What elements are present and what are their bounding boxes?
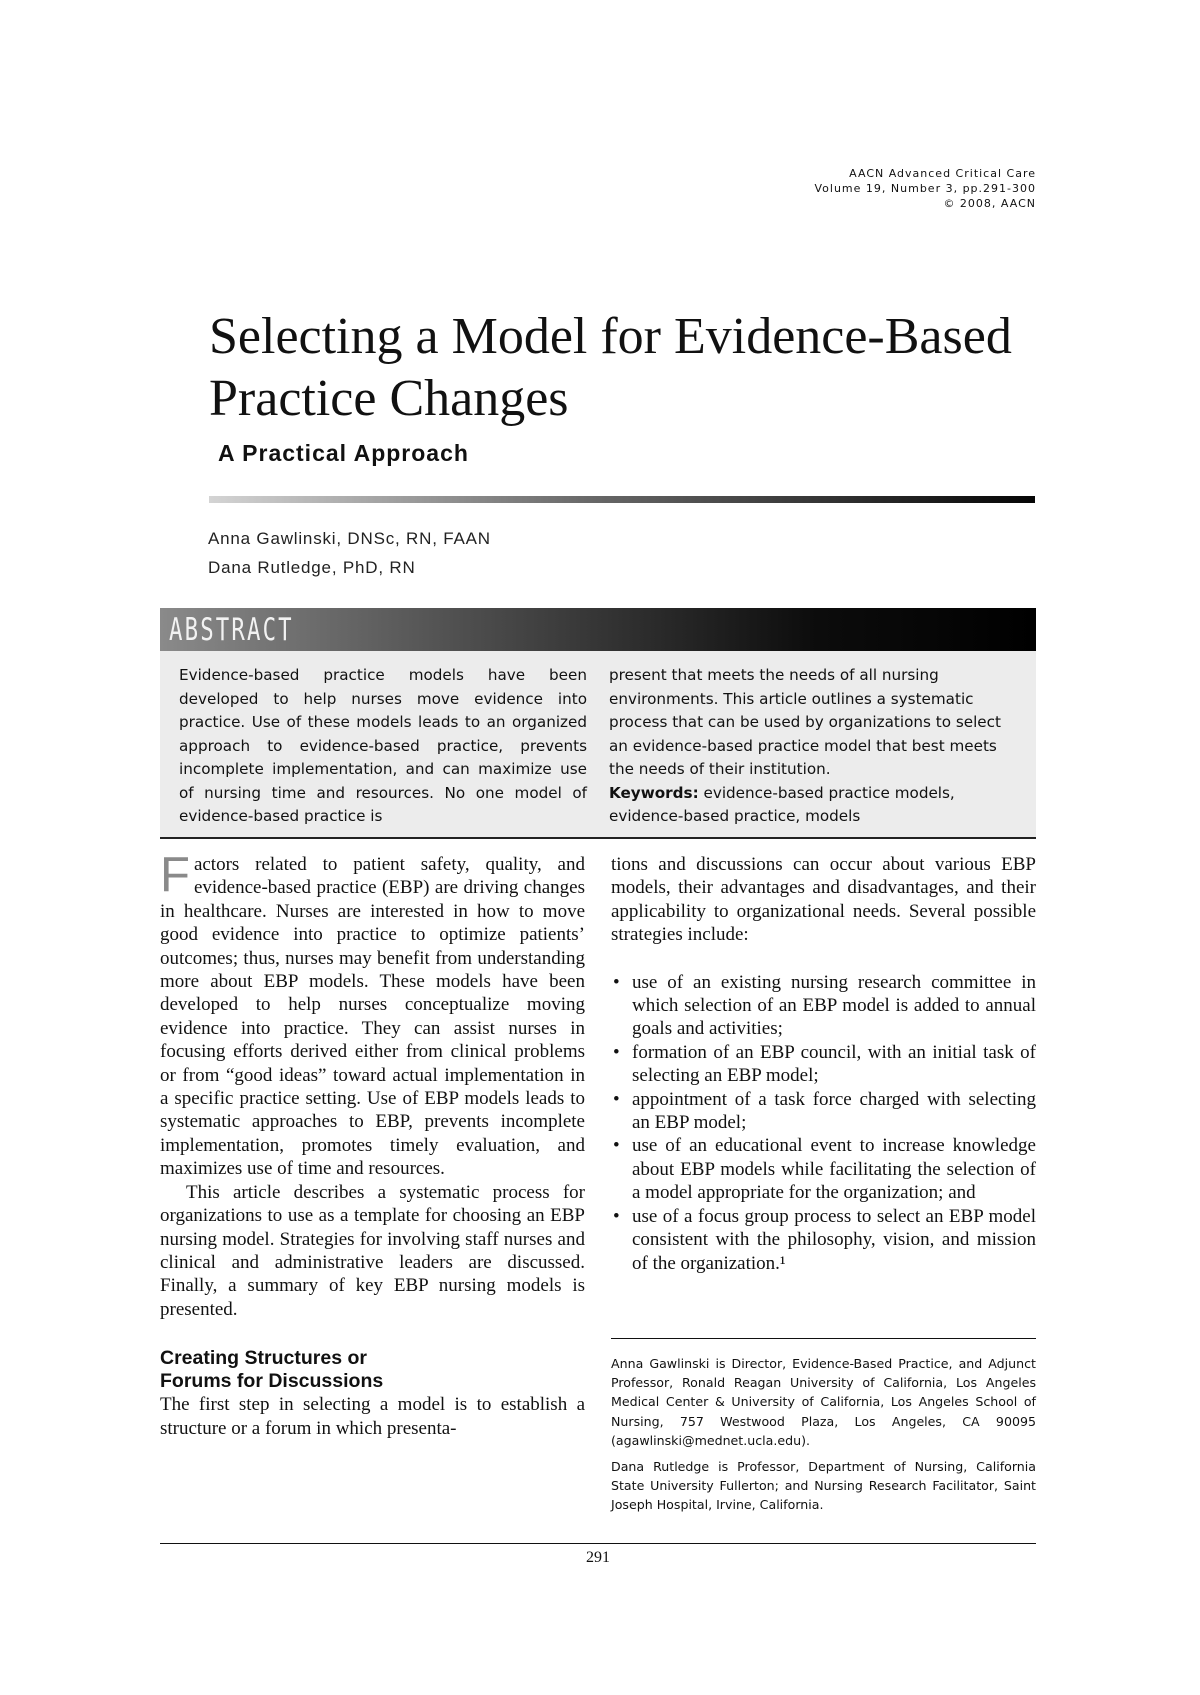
bullet-icon: • (613, 1088, 620, 1110)
list-item (611, 1041, 1036, 1088)
bullet-icon: • (613, 1041, 620, 1063)
article-title-line-2: Practice Changes (209, 370, 569, 427)
title-divider (209, 496, 1035, 503)
body-column-right (611, 853, 1036, 1275)
abstract-label: ABSTRACT (169, 612, 294, 648)
author-affiliation-footnote: Dana Rutledge is Professor, Department of Nursing, California State University Fullerton; and Nursing Research Facilitator, Saint Joseph Hospital, Irvine, California. (611, 1459, 1036, 1513)
author-affiliation-footnote: Anna Gawlinski is Director, Evidence-Based Practice, and Adjunct Professor, Ronald Reagan University of California, Los Angeles Medical Center & University of California, Los Angeles School of Nursing, 757 Westwood Plaza, Los Angeles, CA 90095 (agawlinski@mednet.ucla.edu). (611, 1356, 1036, 1448)
list-item-text: appointment of a task force charged with selecting an EBP model; (632, 1088, 1036, 1134)
body-paragraph (160, 848, 585, 1181)
section-heading (160, 1347, 585, 1393)
body-column-left (160, 848, 585, 1440)
keywords-text: evidence-based practice models, evidence-based practice, models (609, 783, 955, 825)
footnote-divider (611, 1338, 1036, 1339)
page-footer-divider (160, 1543, 1036, 1544)
bullet-icon: • (613, 1205, 620, 1227)
journal-volume: Volume 19, Number 3, pp.291-300 (814, 182, 1036, 195)
strategy-list (611, 971, 1036, 1275)
bullet-icon: • (613, 971, 620, 993)
section-heading-line: Creating Structures or (160, 1347, 367, 1370)
author-name: Anna Gawlinski, DNSc, RN, FAAN (208, 529, 491, 548)
page-number: 291 (586, 1549, 610, 1566)
list-item (611, 971, 1036, 1041)
article-subtitle: A Practical Approach (218, 440, 469, 466)
author-name: Dana Rutledge, PhD, RN (208, 558, 416, 577)
article-title-line-1: Selecting a Model for Evidence-Based (209, 308, 1012, 365)
body-paragraph: tions and discussions can occur about various EBP models, their advantages and disadvantages, and their applicability to organizational needs. Several possible strategies include: (611, 854, 1036, 946)
journal-copyright: © 2008, AACN (943, 197, 1036, 210)
journal-name: AACN Advanced Critical Care (849, 167, 1036, 180)
abstract-box (160, 651, 1036, 839)
keywords-label: Keywords: (609, 783, 699, 802)
list-item-text: use of an educational event to increase knowledge about EBP models while facilitating the selection of a model appropriate for the organization; and (632, 1135, 1036, 1204)
body-paragraph: This article describes a systematic process for organizations to use as a template for choosing an EBP nursing model. Strategies for involving staff nurses and clinical and administrative leaders are discussed. Finally, a summary of key EBP nursing models is presented. (160, 1181, 585, 1320)
list-item-text: use of a focus group process to select an EBP model consistent with the philosophy, vision, and mission of the organization.¹ (632, 1205, 1036, 1274)
abstract-header-bar (160, 608, 1036, 651)
list-item (611, 1088, 1036, 1135)
abstract-column-right (609, 664, 1017, 829)
abstract-text: present that meets the needs of all nursing environments. This article outlines a systematic process that can be used by organizations to select an evidence-based practice model that best meets the needs of their institution. (609, 666, 1001, 778)
article-title (209, 306, 1069, 430)
body-paragraph-text: actors related to patient safety, quality, and evidence-based practice (EBP) are driving changes in healthcare. Nurses are interested in how to move good evidence into practice to optimize patients’ outcomes; thus, nurses may benefit from understanding more about EBP models. These models have been developed to help nurses conceptualize moving evidence into practice. They can assist nurses in focusing efforts derived either from clinical problems or from “good ideas” toward actual implementation in a specific practice setting. Use of EBP models leads to systematic approaches to EBP, prevents incomplete implementation, promotes timely evaluation, and maximizes use of time and resources. (160, 854, 585, 1180)
drop-cap: F (160, 848, 190, 902)
bullet-icon: • (613, 1135, 620, 1157)
abstract-column-left: Evidence-based practice models have been developed to help nurses move evidence into practice. Use of these models leads to an organized approach to evidence-based practice, prevents incomplete implementation, and can maximize use of nursing time and resources. No one model of evidence-based practice is (179, 666, 587, 825)
list-item (611, 1134, 1036, 1204)
body-paragraph: The first step in selecting a model is to establish a structure or a forum in which presenta- (160, 1394, 585, 1439)
section-heading-line: Forums for Discussions (160, 1370, 384, 1393)
journal-info (636, 166, 1036, 211)
list-item-text: formation of an EBP council, with an initial task of selecting an EBP model; (632, 1041, 1036, 1087)
list-item-text: use of an existing nursing research committee in which selection of an EBP model is added to annual goals and activities; (632, 971, 1036, 1040)
author-list (208, 524, 491, 582)
list-item (611, 1205, 1036, 1275)
